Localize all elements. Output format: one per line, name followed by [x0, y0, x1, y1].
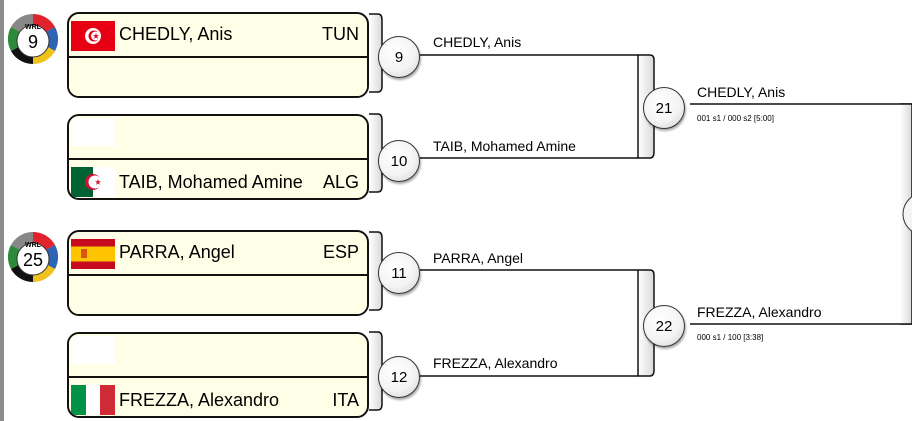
score-21: 001 s1 / 000 s2 [5:00]	[697, 114, 774, 123]
italy-flag-icon	[71, 385, 115, 415]
competitor-slot-top-empty[interactable]	[69, 116, 367, 158]
competitor-slot-top[interactable]	[69, 14, 367, 56]
match-number-11[interactable]: 11	[378, 252, 420, 294]
competitor-slot-bottom-empty[interactable]	[69, 276, 367, 316]
match-number-21[interactable]: 21	[643, 87, 685, 129]
competitor-slot-bottom-empty[interactable]	[69, 58, 367, 98]
ranking-number: 9	[27, 32, 38, 52]
ranking-number: 25	[22, 250, 44, 270]
winner-label-21: CHEDLY, Anis	[697, 84, 786, 100]
winner-label-9: CHEDLY, Anis	[433, 34, 522, 50]
winner-label-11: PARRA, Angel	[433, 250, 524, 266]
tunisia-flag-icon	[71, 21, 115, 51]
wrl-badge-chedly	[6, 12, 60, 66]
empty-flag-placeholder	[71, 336, 115, 364]
match-card-11[interactable]	[67, 230, 369, 316]
competitor-name: PARRA, Angel	[119, 242, 235, 262]
country-code: ALG	[322, 172, 359, 192]
competitor-name: FREZZA, Alexandro	[119, 390, 280, 410]
competitor-name: CHEDLY, Anis	[119, 24, 233, 44]
wrl-label: WRL	[25, 242, 41, 249]
winner-label-12: FREZZA, Alexandro	[433, 355, 558, 371]
match-number-12[interactable]: 12	[378, 356, 420, 398]
score-22: 000 s1 / 100 [3:38]	[697, 333, 764, 342]
winner-label-10: TAIB, Mohamed Amine	[433, 138, 576, 154]
match-card-9[interactable]	[67, 12, 369, 98]
competitor-slot-top[interactable]	[69, 232, 367, 274]
match-number-9[interactable]: 9	[378, 36, 420, 78]
match-number-22[interactable]: 22	[643, 305, 685, 347]
competitor-name: TAIB, Mohamed Amine	[119, 172, 303, 192]
competitor-slot-top-empty[interactable]	[69, 334, 367, 376]
match-number-10[interactable]: 10	[378, 140, 420, 182]
algeria-flag-icon	[71, 167, 115, 197]
competitor-slot-bottom[interactable]	[69, 378, 367, 418]
match-card-10[interactable]	[67, 114, 369, 200]
wrl-label: WRL	[25, 24, 41, 31]
match-card-12[interactable]	[67, 332, 369, 418]
country-code: ESP	[322, 242, 359, 262]
empty-flag-placeholder	[71, 118, 115, 146]
country-code: TUN	[322, 24, 359, 44]
country-code: ITA	[332, 390, 359, 410]
competitor-slot-bottom[interactable]	[69, 160, 367, 200]
spain-flag-icon	[71, 239, 115, 269]
winner-label-22: FREZZA, Alexandro	[697, 304, 822, 320]
wrl-badge-parra	[6, 230, 60, 284]
